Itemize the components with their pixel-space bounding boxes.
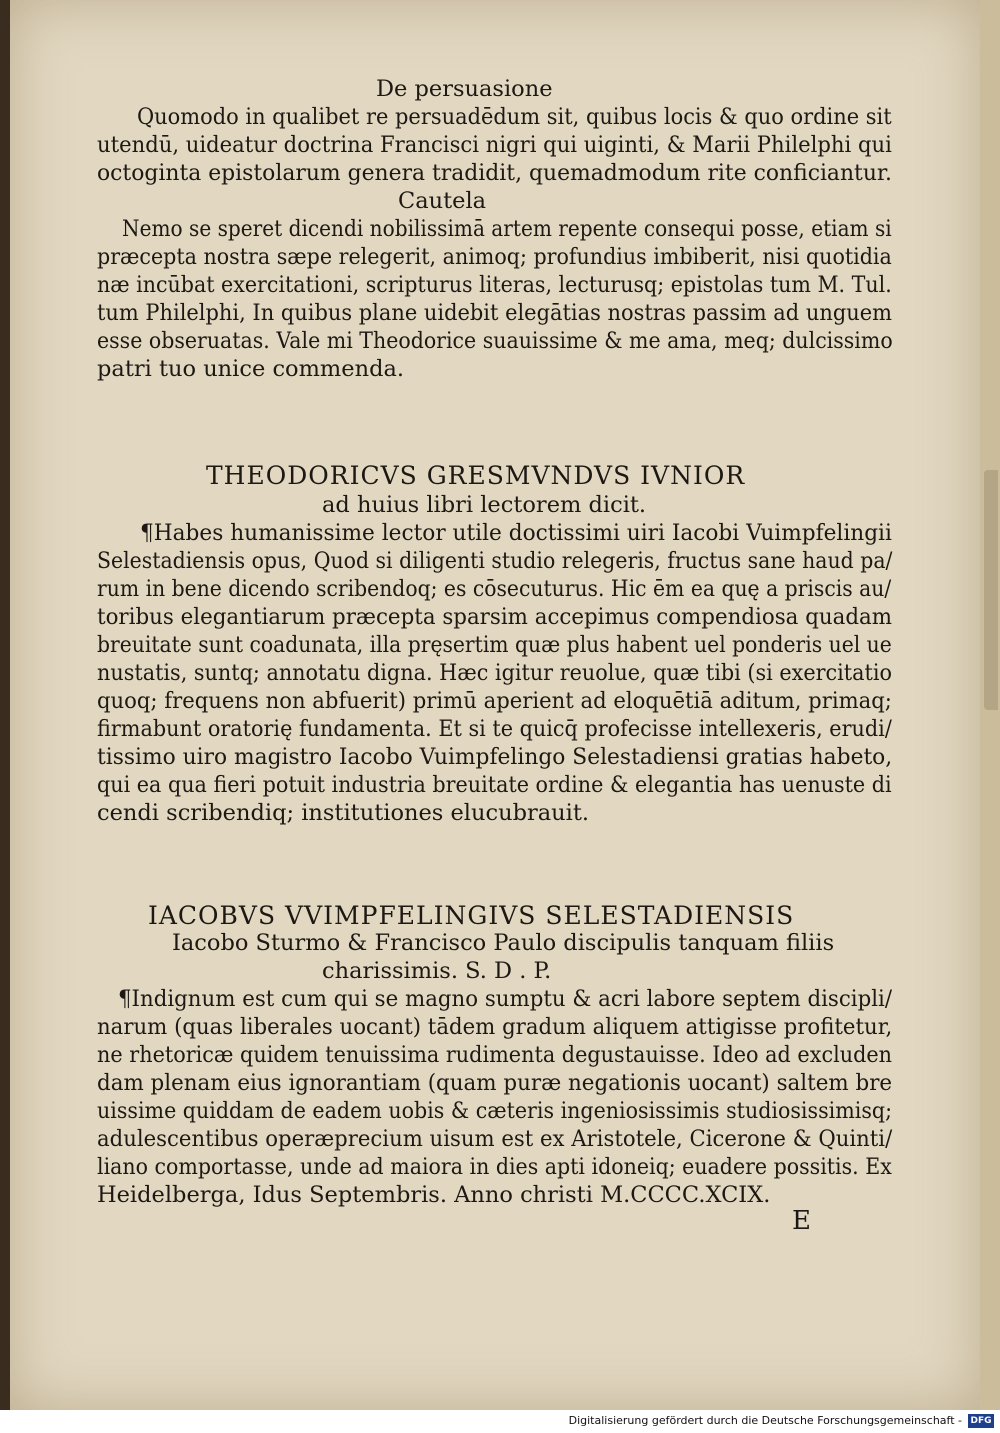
text-line: cendi scribendiq; institutiones elucubrauit. [97,800,590,826]
text-line: toribus elegantiarum præcepta sparsim accepimus compendiosa quadam [97,604,892,630]
signature-mark: E [792,1206,811,1236]
text-line: Quomodo in qualibet re persuadēdum sit, quibus locis & quo ordine sit [137,104,892,130]
text-line: firmabunt oratorię fundamenta. Et si te quicq̄ profecisse intellexeris, erudi/ [97,716,892,742]
text-line: Nemo se speret dicendi nobilissimā artem repente consequi posse, etiam si [122,216,892,242]
page-edge-tab [984,470,998,710]
section-heading: THEODORICVS GRESMVNDVS IVNIOR [206,461,746,490]
text-line: ne rhetoricæ quidem tenuissima rudimenta degustauisse. Ideo ad excluden [97,1042,893,1068]
dfg-logo-icon: DFG [968,1414,994,1428]
text-line: tum Philelphi, In quibus plane uidebit elegātias nostras passim ad unguem [97,300,893,326]
text-line: adulescentibus operæprecium uisum est ex Aristotele, Cicerone & Quinti/ [97,1126,893,1152]
text-line: ¶Habes humanissime lector utile doctissimi uiri Iacobi Vuimpfelingii [140,520,892,546]
text-line: nustatis, suntq; annotatu digna. Hæc igitur reuolue, quæ tibi (si exercitatio [97,660,892,686]
section-heading: De persuasione [376,76,553,102]
text-line: breuitate sunt coadunata, illa pręsertim quæ plus habent uel ponderis uel ue [97,632,892,658]
text-line: narum (quas liberales uocant) tādem gradum aliquem attigisse profitetur, [97,1014,893,1040]
text-line: næ incūbat exercitationi, scripturus literas, lecturusq; epistolas tum M. Tul. [97,272,892,298]
page-edge [980,0,1000,1410]
section-subheading: ad huius libri lectorem dicit. [322,492,647,518]
text-line: Selestadiensis opus, Quod si diligenti studio relegeris, fructus sane haud pa/ [97,548,893,574]
text-line: rum in bene dicendo scribendoq; es cōsecuturus. Hic ēm ea quę a priscis au/ [97,576,892,602]
text-line: Heidelberga, Idus Septembris. Anno christi M.CCCC.XCIX. [97,1182,771,1208]
book-page [10,0,980,1410]
text-line: ¶Indignum est cum qui se magno sumptu & acri labore septem discipli/ [118,986,893,1012]
section-heading: Cautela [398,188,487,214]
text-line: qui ea qua fieri potuit industria breuitate ordine & elegantia has uenuste di [97,772,892,798]
text-line: esse obseruatas. Vale mi Theodorice suauissime & me ama, meq; dulcissimo [97,328,893,354]
text-line: octoginta epistolarum genera tradidit, quemadmodum rite conficiantur. [97,160,892,186]
text-line: præcepta nostra sæpe relegerit, animoq; profundius imbiberit, nisi quotidia [97,244,892,270]
text-line: utendū, uideatur doctrina Francisci nigri qui uiginti, & Marii Philelphi qui [97,132,892,158]
book-spine [0,0,10,1410]
text-line: quoq; frequens non abfuerit) primū aperient ad eloquētiā aditum, primaq; [97,688,892,714]
footer-bar [0,1410,1000,1433]
text-line: tissimo uiro magistro Iacobo Vuimpfelingo Selestadiensi gratias habeto, [97,744,893,770]
text-line: uissime quiddam de eadem uobis & cæteris ingeniosissimis studiosissimisq; [97,1098,893,1124]
section-subheading: Iacobo Sturmo & Francisco Paulo discipulis tanquam filiis [172,930,835,956]
text-line: patri tuo unice commenda. [97,356,405,382]
text-line: dam plenam eius ignorantiam (quam puræ negationis uocant) saltem bre [97,1070,893,1096]
text-line: liano comportasse, unde ad maiora in dies apti idoneiq; euadere possitis. Ex [97,1154,892,1180]
funding-notice: Digitalisierung gefördert durch die Deutsche Forschungsgemeinschaft - [568,1414,962,1427]
section-subheading: charissimis. S. D . P. [322,958,552,984]
section-heading: IACOBVS VVIMPFELINGIVS SELESTADIENSIS [148,901,795,930]
